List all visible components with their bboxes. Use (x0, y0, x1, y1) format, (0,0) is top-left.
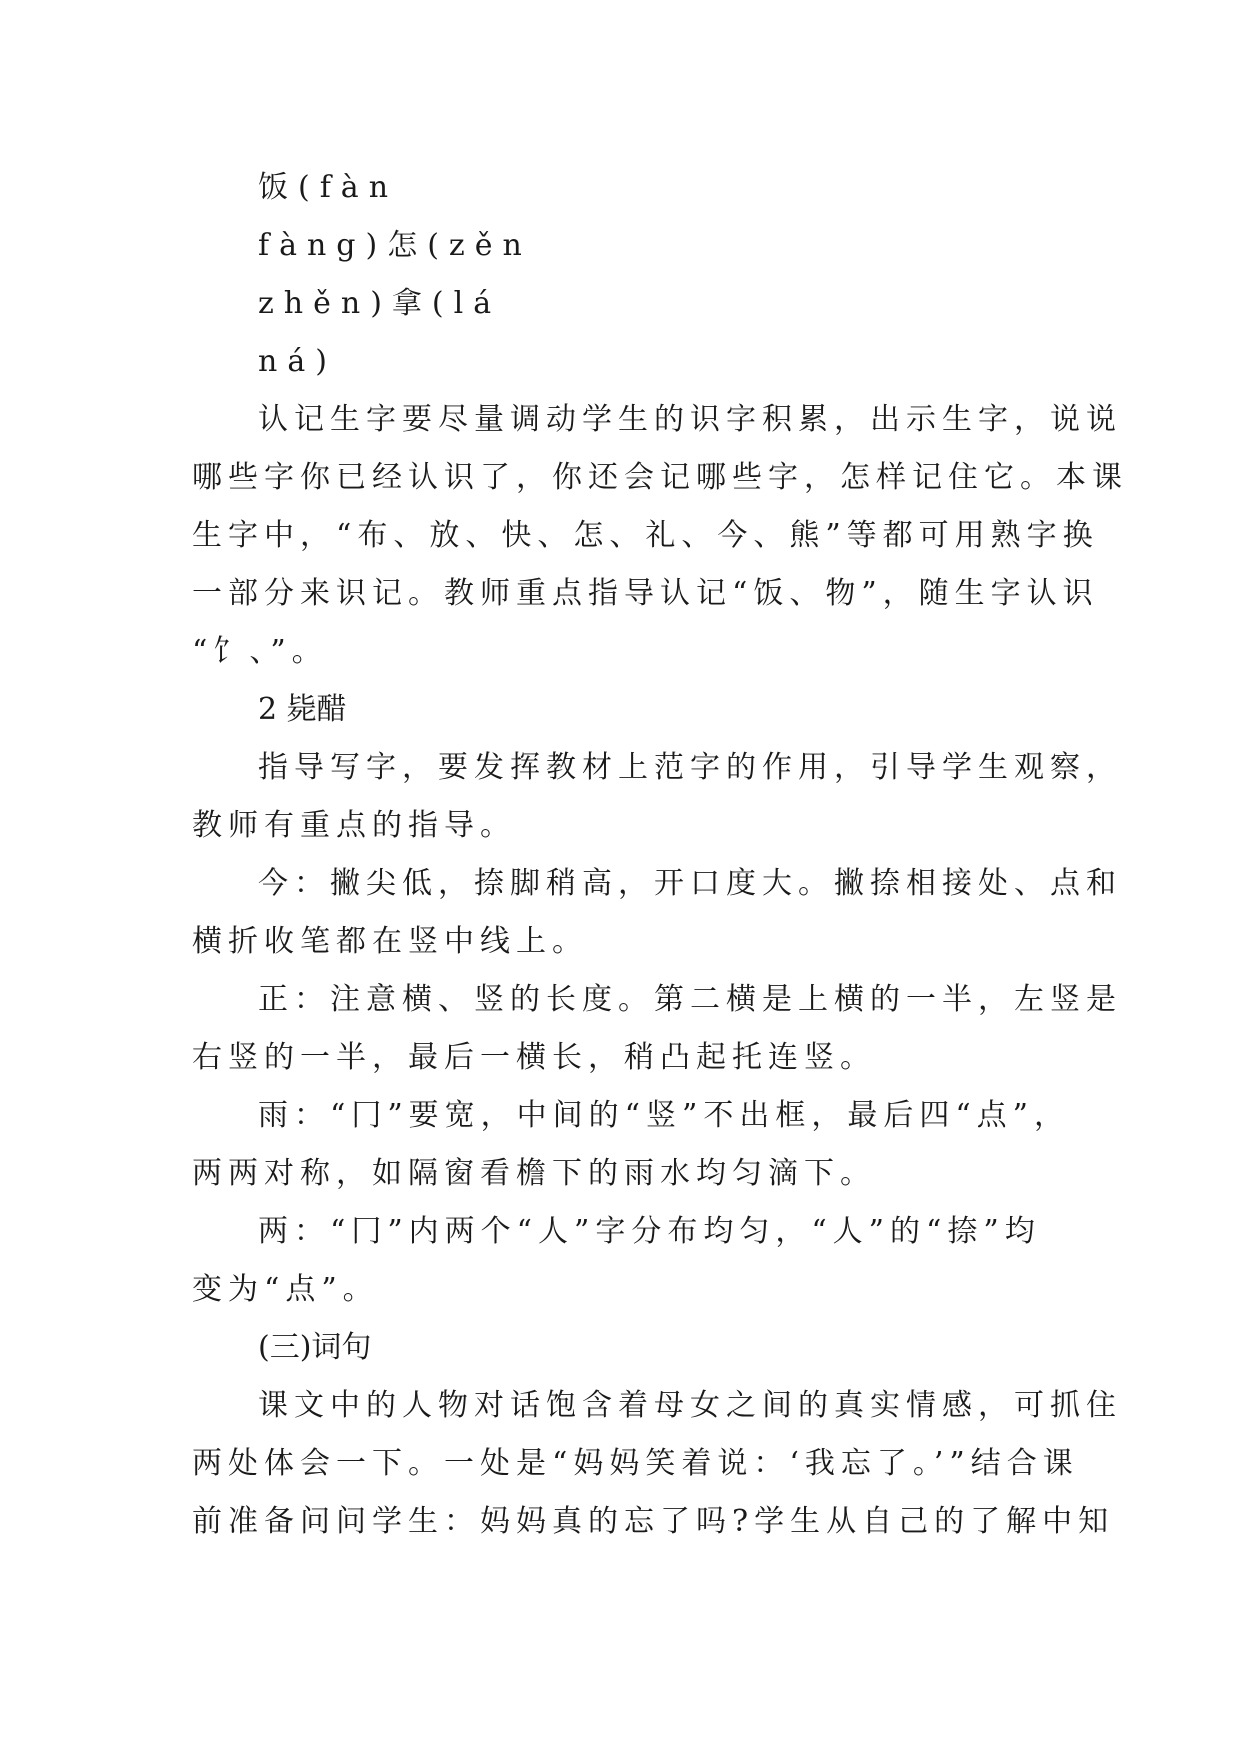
paragraph-line: 哪些字你已经认识了，你还会记哪些字，怎样记住它。本课 (192, 460, 1128, 495)
paragraph-line: 雨：“冂”要宽，中间的“竖”不出框，最后四“点”， (258, 1098, 1071, 1133)
paragraph-line: 生字中，“布、放、快、怎、礼、今、熊”等都可用熟字换 (192, 518, 1099, 553)
section-heading: (三)词句 (258, 1330, 372, 1365)
paragraph-line: 指导写字，要发挥教材上范字的作用，引导学生观察， (258, 750, 1122, 785)
paragraph-line: 变为“点”。 (192, 1272, 379, 1307)
pinyin-line: 饭(fàn (258, 170, 399, 205)
paragraph-line: 认记生字要尽量调动学生的识字积累，出示生字，说说 (258, 402, 1122, 437)
paragraph-line: 课文中的人物对话饱含着母女之间的真实情感，可抓住 (258, 1388, 1122, 1423)
paragraph-line: 两：“冂”内两个“人”字分布均匀，“人”的“捺”均 (258, 1214, 1041, 1249)
pinyin-line: zhěn)拿(lá (258, 286, 502, 321)
paragraph-line: 右竖的一半，最后一横长，稍凸起托连竖。 (192, 1040, 876, 1075)
paragraph-line: 两两对称，如隔窗看檐下的雨水均匀滴下。 (192, 1156, 876, 1191)
pinyin-line: ná) (258, 344, 337, 379)
paragraph-line: “饣、”。 (192, 634, 328, 669)
paragraph-line: 横折收笔都在竖中线上。 (192, 924, 588, 959)
section-heading: 2 毙醋 (258, 692, 347, 727)
paragraph-line: 教师有重点的指导。 (192, 808, 516, 843)
paragraph-line: 两处体会一下。一处是“妈妈笑着说：‘我忘了。’”结合课 (192, 1446, 1079, 1481)
paragraph-line: 正：注意横、竖的长度。第二横是上横的一半，左竖是 (258, 982, 1122, 1017)
paragraph-line: 今：撇尖低，捺脚稍高，开口度大。撇捺相接处、点和 (258, 866, 1122, 901)
paragraph-line: 一部分来识记。教师重点指导认记“饭、物”，随生字认识 (192, 576, 1099, 611)
paragraph-line: 前准备问问学生：妈妈真的忘了吗?学生从自己的了解中知 (192, 1504, 1115, 1539)
pinyin-line: fàng)怎(zěn (258, 228, 532, 263)
